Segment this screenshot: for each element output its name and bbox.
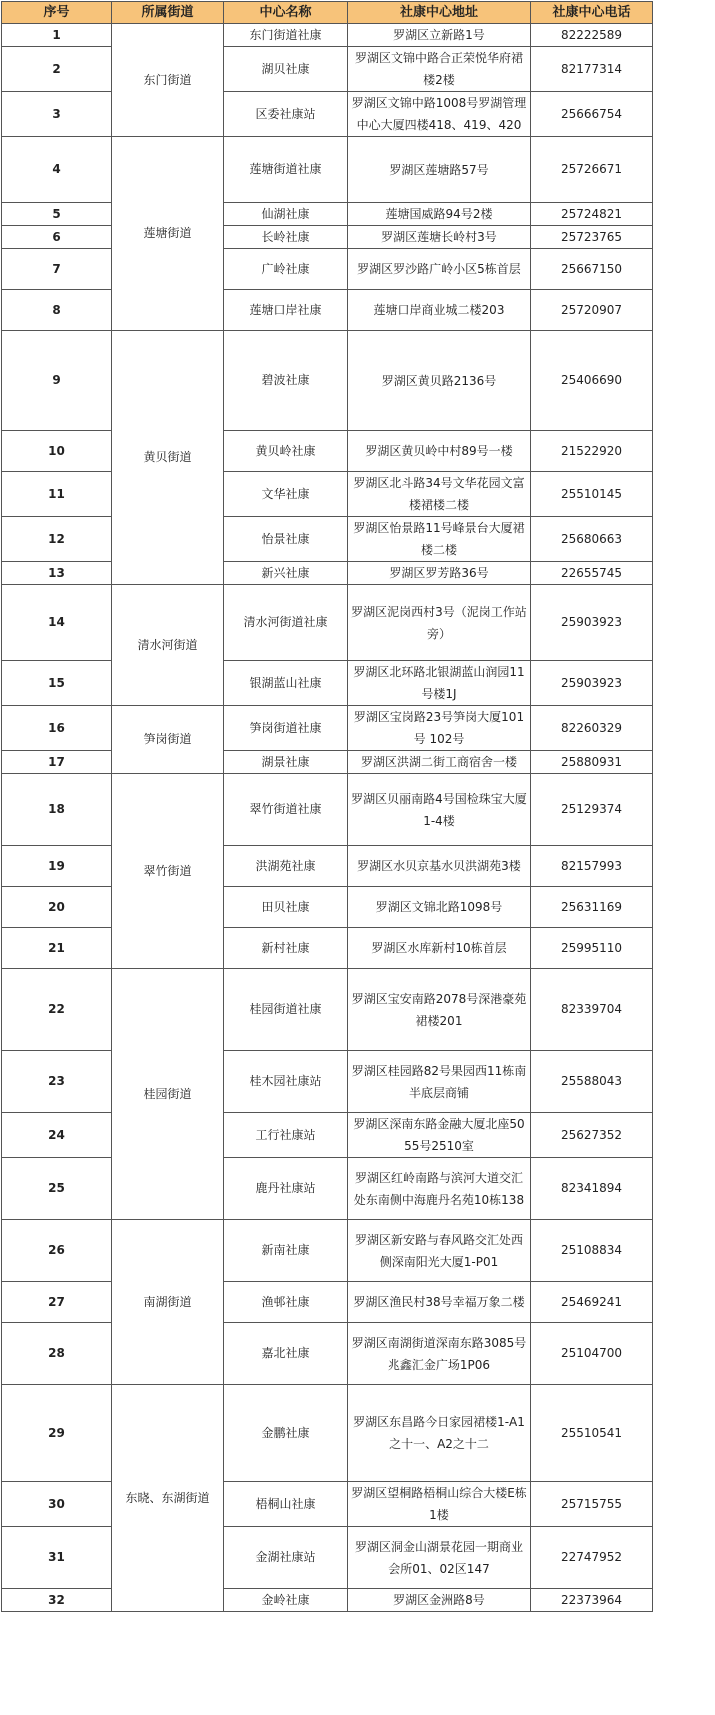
center-name-cell: 田贝社康: [224, 887, 348, 928]
street-cell: 翠竹街道: [112, 774, 224, 969]
header-cell-phone: 社康中心电话: [531, 2, 653, 24]
row-index-cell: 24: [2, 1113, 112, 1158]
row-index-cell: 2: [2, 47, 112, 92]
phone-cell: 82260329: [531, 706, 653, 751]
address-cell: 罗湖区金洲路8号: [348, 1589, 531, 1612]
center-name-cell: 新南社康: [224, 1220, 348, 1282]
row-index-cell: 4: [2, 137, 112, 203]
table-row: [2, 1220, 653, 1282]
phone-cell: 82157993: [531, 846, 653, 887]
street-cell: 东门街道: [112, 24, 224, 137]
table-row: [2, 1589, 653, 1612]
header-cell-index: 序号: [2, 2, 112, 24]
street-cell: 南湖街道: [112, 1220, 224, 1385]
row-index-cell: 14: [2, 585, 112, 661]
row-index-cell: 6: [2, 226, 112, 249]
phone-cell: 82341894: [531, 1158, 653, 1220]
table-row: [2, 846, 653, 887]
table-row: [2, 517, 653, 562]
address-cell: 罗湖区洪湖二街工商宿舍一楼: [348, 751, 531, 774]
center-name-cell: 新村社康: [224, 928, 348, 969]
street-cell: 黄贝街道: [112, 331, 224, 585]
table-row: [2, 1385, 653, 1482]
center-name-cell: 金鹏社康: [224, 1385, 348, 1482]
street-cell: 桂园街道: [112, 969, 224, 1220]
street-cell: 笋岗街道: [112, 706, 224, 774]
table-row: [2, 92, 653, 137]
center-name-cell: 银湖蓝山社康: [224, 661, 348, 706]
phone-cell: 25510541: [531, 1385, 653, 1482]
center-name-cell: 桂木园社康站: [224, 1051, 348, 1113]
phone-cell: 25469241: [531, 1282, 653, 1323]
address-cell: 罗湖区红岭南路与滨河大道交汇处东南侧中海鹿丹名苑10栋138: [348, 1158, 531, 1220]
table-row: [2, 1482, 653, 1527]
row-index-cell: 1: [2, 24, 112, 47]
row-index-cell: 11: [2, 472, 112, 517]
table-row: [2, 331, 653, 431]
row-index-cell: 32: [2, 1589, 112, 1612]
phone-cell: 25129374: [531, 774, 653, 846]
address-cell: 罗湖区水贝京基水贝洪湖苑3楼: [348, 846, 531, 887]
phone-cell: 25726671: [531, 137, 653, 203]
phone-cell: 22747952: [531, 1527, 653, 1589]
phone-cell: 25720907: [531, 290, 653, 331]
phone-cell: 22373964: [531, 1589, 653, 1612]
address-cell: 罗湖区宝岗路23号笋岗大厦101号 102号: [348, 706, 531, 751]
row-index-cell: 26: [2, 1220, 112, 1282]
center-name-cell: 区委社康站: [224, 92, 348, 137]
phone-cell: 25903923: [531, 661, 653, 706]
center-name-cell: 金岭社康: [224, 1589, 348, 1612]
row-index-cell: 28: [2, 1323, 112, 1385]
row-index-cell: 29: [2, 1385, 112, 1482]
row-index-cell: 16: [2, 706, 112, 751]
address-cell: 罗湖区东昌路今日家园裙楼1-A1之十一、A2之十二: [348, 1385, 531, 1482]
center-name-cell: 广岭社康: [224, 249, 348, 290]
row-index-cell: 13: [2, 562, 112, 585]
row-index-cell: 12: [2, 517, 112, 562]
center-name-cell: 东门街道社康: [224, 24, 348, 47]
street-cell: 东晓、东湖街道: [112, 1385, 224, 1612]
phone-cell: 25723765: [531, 226, 653, 249]
address-cell: 罗湖区黄贝岭中村89号一楼: [348, 431, 531, 472]
header-cell-center-name: 中心名称: [224, 2, 348, 24]
center-name-cell: 新兴社康: [224, 562, 348, 585]
address-cell: 罗湖区北斗路34号文华花园文富楼裙楼二楼: [348, 472, 531, 517]
row-index-cell: 30: [2, 1482, 112, 1527]
table-row: [2, 47, 653, 92]
address-cell: 罗湖区文锦中路合正荣悦华府裙楼2楼: [348, 47, 531, 92]
table-row: [2, 928, 653, 969]
phone-cell: 25724821: [531, 203, 653, 226]
center-name-cell: 莲塘口岸社康: [224, 290, 348, 331]
phone-cell: 25104700: [531, 1323, 653, 1385]
table-row: [2, 585, 653, 661]
table-header-row: [2, 2, 653, 24]
center-name-cell: 仙湖社康: [224, 203, 348, 226]
table-row: [2, 1158, 653, 1220]
address-cell: 罗湖区望桐路梧桐山综合大楼E栋1楼: [348, 1482, 531, 1527]
address-cell: 罗湖区黄贝路2136号: [348, 331, 531, 431]
address-cell: 罗湖区深南东路金融大厦北座5055号2510室: [348, 1113, 531, 1158]
community-health-center-table: [1, 1, 653, 1612]
row-index-cell: 8: [2, 290, 112, 331]
phone-cell: 25510145: [531, 472, 653, 517]
center-name-cell: 洪湖苑社康: [224, 846, 348, 887]
phone-cell: 25588043: [531, 1051, 653, 1113]
table-row: [2, 226, 653, 249]
table-row: [2, 137, 653, 203]
center-name-cell: 长岭社康: [224, 226, 348, 249]
address-cell: 罗湖区水库新村10栋首层: [348, 928, 531, 969]
row-index-cell: 17: [2, 751, 112, 774]
center-name-cell: 文华社康: [224, 472, 348, 517]
table-row: [2, 431, 653, 472]
center-name-cell: 黄贝岭社康: [224, 431, 348, 472]
header-cell-street: 所属街道: [112, 2, 224, 24]
table-row: [2, 887, 653, 928]
table-row: [2, 661, 653, 706]
address-cell: 罗湖区新安路与春风路交汇处西侧深南阳光大厦1-P01: [348, 1220, 531, 1282]
address-cell: 罗湖区文锦中路1008号罗湖管理中心大厦四楼418、419、420: [348, 92, 531, 137]
address-cell: 莲塘口岸商业城二楼203: [348, 290, 531, 331]
phone-cell: 25903923: [531, 585, 653, 661]
center-name-cell: 莲塘街道社康: [224, 137, 348, 203]
center-name-cell: 笋岗街道社康: [224, 706, 348, 751]
address-cell: 罗湖区贝丽南路4号国检珠宝大厦1-4楼: [348, 774, 531, 846]
row-index-cell: 31: [2, 1527, 112, 1589]
center-name-cell: 金湖社康站: [224, 1527, 348, 1589]
center-name-cell: 清水河街道社康: [224, 585, 348, 661]
table-row: [2, 249, 653, 290]
row-index-cell: 20: [2, 887, 112, 928]
phone-cell: 22655745: [531, 562, 653, 585]
address-cell: 罗湖区莲塘路57号: [348, 137, 531, 203]
street-cell: 清水河街道: [112, 585, 224, 706]
phone-cell: 25108834: [531, 1220, 653, 1282]
phone-cell: 21522920: [531, 431, 653, 472]
header-cell-address: 社康中心地址: [348, 2, 531, 24]
center-name-cell: 嘉北社康: [224, 1323, 348, 1385]
address-cell: 罗湖区文锦北路1098号: [348, 887, 531, 928]
center-name-cell: 碧波社康: [224, 331, 348, 431]
row-index-cell: 5: [2, 203, 112, 226]
address-cell: 罗湖区立新路1号: [348, 24, 531, 47]
center-name-cell: 湖景社康: [224, 751, 348, 774]
phone-cell: 25666754: [531, 92, 653, 137]
address-cell: 罗湖区泥岗西村3号（泥岗工作站旁）: [348, 585, 531, 661]
table-row: [2, 706, 653, 751]
phone-cell: 82222589: [531, 24, 653, 47]
row-index-cell: 15: [2, 661, 112, 706]
phone-cell: 25680663: [531, 517, 653, 562]
center-name-cell: 湖贝社康: [224, 47, 348, 92]
address-cell: 罗湖区罗沙路广岭小区5栋首层: [348, 249, 531, 290]
address-cell: 罗湖区北环路北银湖蓝山润园11号楼1J: [348, 661, 531, 706]
row-index-cell: 23: [2, 1051, 112, 1113]
address-cell: 莲塘国威路94号2楼: [348, 203, 531, 226]
address-cell: 罗湖区怡景路11号峰景台大厦裙楼二楼: [348, 517, 531, 562]
row-index-cell: 3: [2, 92, 112, 137]
table-row: [2, 290, 653, 331]
table-row: [2, 774, 653, 846]
table-row: [2, 1051, 653, 1113]
center-name-cell: 工行社康站: [224, 1113, 348, 1158]
row-index-cell: 7: [2, 249, 112, 290]
center-name-cell: 梧桐山社康: [224, 1482, 348, 1527]
center-name-cell: 桂园街道社康: [224, 969, 348, 1051]
row-index-cell: 21: [2, 928, 112, 969]
table-row: [2, 472, 653, 517]
row-index-cell: 27: [2, 1282, 112, 1323]
table-row: [2, 1113, 653, 1158]
phone-cell: 25406690: [531, 331, 653, 431]
phone-cell: 25627352: [531, 1113, 653, 1158]
phone-cell: 25995110: [531, 928, 653, 969]
table-row: [2, 1527, 653, 1589]
address-cell: 罗湖区罗芳路36号: [348, 562, 531, 585]
center-name-cell: 怡景社康: [224, 517, 348, 562]
center-name-cell: 鹿丹社康站: [224, 1158, 348, 1220]
table-row: [2, 562, 653, 585]
street-cell: 莲塘街道: [112, 137, 224, 331]
address-cell: 罗湖区宝安南路2078号深港豪苑裙楼201: [348, 969, 531, 1051]
table-row: [2, 203, 653, 226]
address-cell: 罗湖区南湖街道深南东路3085号兆鑫汇金广场1P06: [348, 1323, 531, 1385]
phone-cell: 82339704: [531, 969, 653, 1051]
phone-cell: 25631169: [531, 887, 653, 928]
row-index-cell: 10: [2, 431, 112, 472]
address-cell: 罗湖区渔民村38号幸福万象二楼: [348, 1282, 531, 1323]
row-index-cell: 19: [2, 846, 112, 887]
row-index-cell: 22: [2, 969, 112, 1051]
row-index-cell: 9: [2, 331, 112, 431]
center-name-cell: 翠竹街道社康: [224, 774, 348, 846]
table-row: [2, 751, 653, 774]
row-index-cell: 18: [2, 774, 112, 846]
table-row: [2, 1282, 653, 1323]
phone-cell: 25715755: [531, 1482, 653, 1527]
center-name-cell: 渔邨社康: [224, 1282, 348, 1323]
phone-cell: 25667150: [531, 249, 653, 290]
address-cell: 罗湖区莲塘长岭村3号: [348, 226, 531, 249]
phone-cell: 82177314: [531, 47, 653, 92]
address-cell: 罗湖区桂园路82号果园西11栋南半底层商铺: [348, 1051, 531, 1113]
table-row: [2, 1323, 653, 1385]
row-index-cell: 25: [2, 1158, 112, 1220]
table-row: [2, 24, 653, 47]
address-cell: 罗湖区洞金山湖景花园一期商业会所01、02区147: [348, 1527, 531, 1589]
phone-cell: 25880931: [531, 751, 653, 774]
table-row: [2, 969, 653, 1051]
